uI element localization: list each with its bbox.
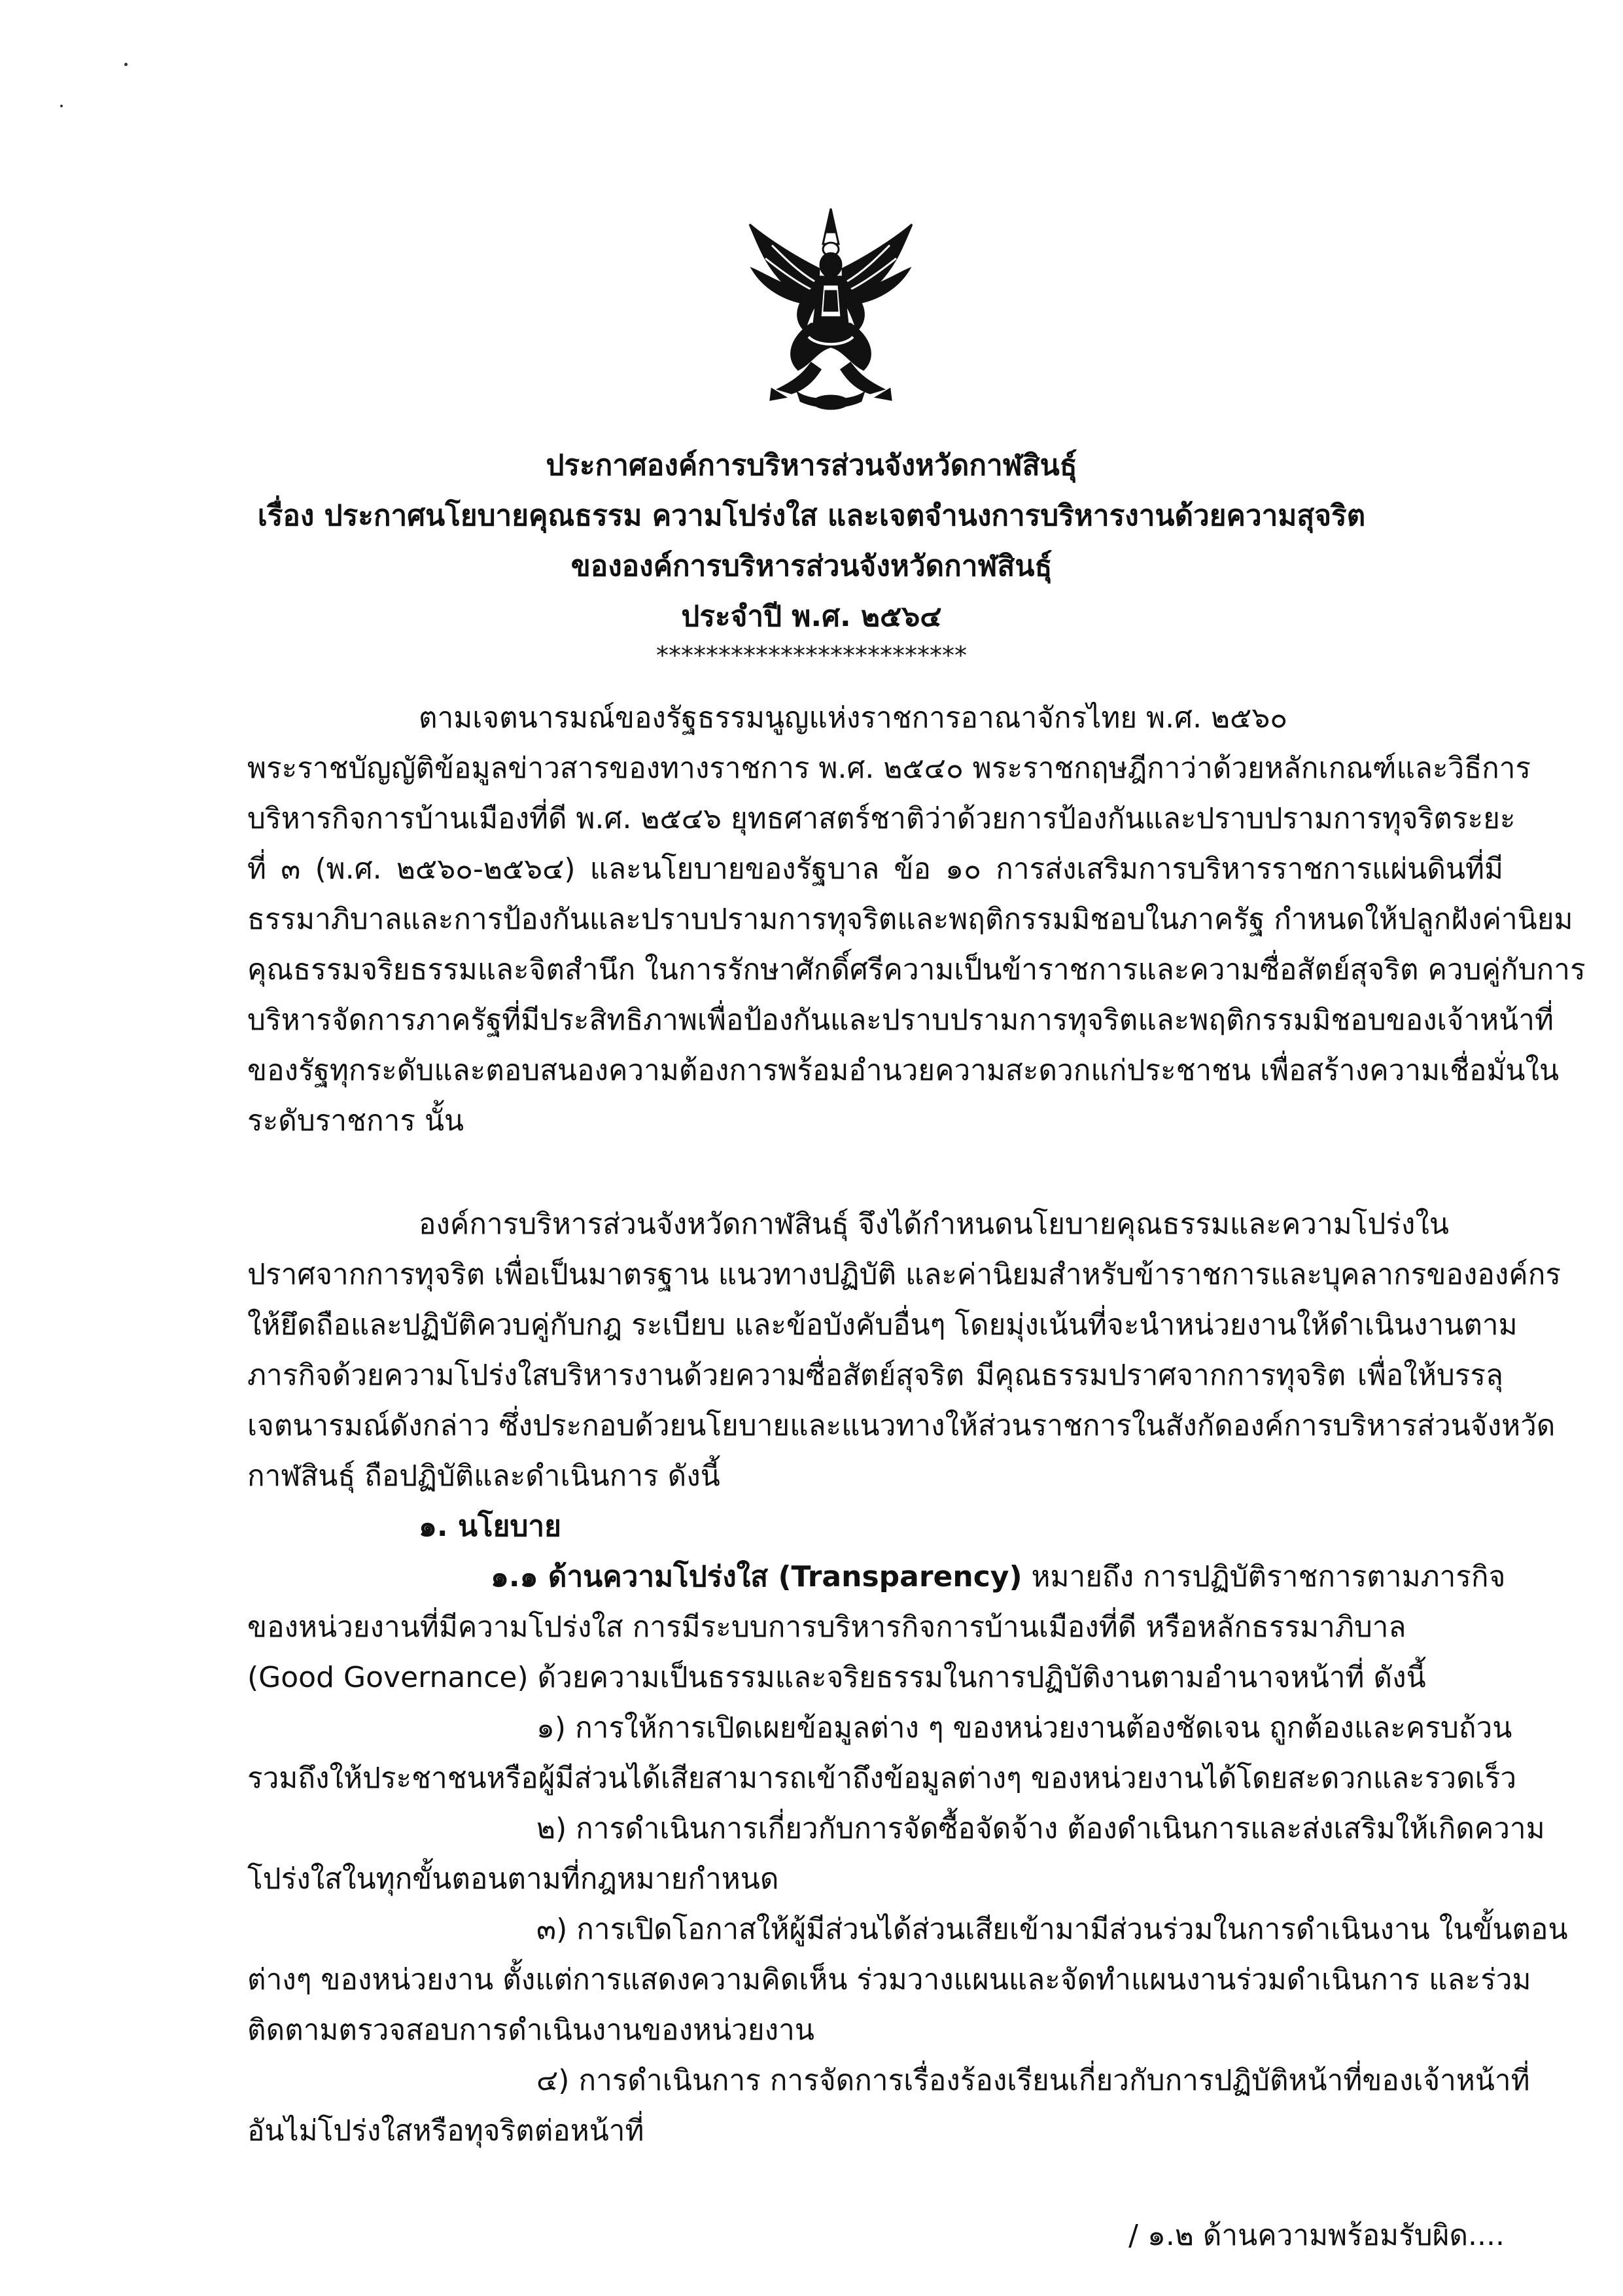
para1-line: ของรัฐทุกระดับและตอบสนองความต้องการพร้อมอำนวยความสะดวกแก่ประชาชน เพื่อสร้างความเชื่อมั่นใน [247, 1054, 1560, 1087]
title-separator: ************************* [656, 641, 967, 670]
policy-item-4-cont: อันไม่โปร่งใสหรือทุจริตต่อหน้าที่ [247, 2114, 644, 2148]
policy-item-3-cont: ติดตามตรวจสอบการดำเนินงานของหน่วยงาน [247, 2013, 814, 2047]
policy-item-1: ๑) การให้การเปิดเผยข้อมูลต่าง ๆ ของหน่วยงานต้องชัดเจน ถูกต้องและครบถ้วน [536, 1711, 1512, 1745]
para1-line: คุณธรรมจริยธรรมและจิตสำนึก ในการรักษาศักดิ์ศรีความเป็นข้าราชการและความซื่อสัตย์สุจริต ควบคู่กับการ [247, 953, 1586, 986]
policy-item-1-cont: รวมถึงให้ประชาชนหรือผู้มีส่วนได้เสียสามารถเข้าถึงข้อมูลต่างๆ ของหน่วยงานได้โดยสะดวกและรวดเร็ว [247, 1762, 1517, 1795]
para2-line: องค์การบริหารส่วนจังหวัดกาฬสินธุ์ จึงได้กำหนดนโยบายคุณธรรมและความโปร่งใน [419, 1208, 1449, 1241]
para2-line: เจตนารมณ์ดังกล่าว ซึ่งประกอบด้วยนโยบายและแนวทางให้ส่วนราชการในสังกัดองค์การบริหารส่วนจังหวัด [247, 1409, 1556, 1442]
policy-item-2: ๒) การดำเนินการเกี่ยวกับการจัดซื้อจัดจ้าง ต้องดำเนินการและส่งเสริมให้เกิดความ [536, 1812, 1545, 1845]
page-continuation: / ๑.๒ ด้านความพร้อมรับผิด.... [1128, 2219, 1505, 2252]
scan-speck [60, 105, 63, 107]
title-line-1: ประกาศองค์การบริหารส่วนจังหวัดกาฬสินธุ์ [546, 449, 1077, 482]
section-heading: ๑. นโยบาย [419, 1510, 561, 1543]
subsection-first-line [491, 1557, 1506, 1597]
para1-line: ตามเจตนารมณ์ของรัฐธรรมนูญแห่งราชการอาณาจักรไทย พ.ศ. ๒๕๖๐ [419, 701, 1288, 735]
para1-line: ธรรมาภิบาลและการป้องกันและปราบปรามการทุจริตและพฤติกรรมมิชอบในภาครัฐ กำหนดให้ปลูกฝังค่านิยม [247, 903, 1573, 936]
para1-line: บริหารจัดการภาครัฐที่มีประสิทธิภาพเพื่อป้องกันและปราบปรามการทุจริตและพฤติกรรมมิชอบของเจ้าหน้าที่ [247, 1003, 1554, 1037]
garuda-emblem-icon [746, 206, 916, 415]
subsection-heading: ๑.๑ ด้านความโปร่งใส (Transparency) [491, 1560, 1022, 1593]
scan-speck [124, 63, 128, 66]
para1-line: ที่ ๓ (พ.ศ. ๒๕๖๐-๒๕๖๔) และนโยบายของรัฐบาล ข้อ ๑๐ การส่งเสริมการบริหารราชการแผ่นดินที่มี [247, 852, 1503, 886]
para2-line: กาฬสินธุ์ ถือปฏิบัติและดำเนินการ ดังนี้ [247, 1459, 720, 1493]
para1-line: บริหารกิจการบ้านเมืองที่ดี พ.ศ. ๒๕๔๖ ยุทธศาสตร์ชาติว่าด้วยการป้องกันและปราบปรามการทุจริตระยะ [247, 802, 1516, 835]
policy-item-3-cont: ต่างๆ ของหน่วยงาน ตั้งแต่การแสดงความคิดเห็น ร่วมวางแผนและจัดทำแผนงานร่วมดำเนินการ และร่วม [247, 1963, 1531, 1996]
subsection-line: ของหน่วยงานที่มีความโปร่งใส การมีระบบการบริหารกิจการบ้านเมืองที่ดี หรือหลักธรรมาภิบาล [247, 1610, 1406, 1644]
policy-item-3: ๓) การเปิดโอกาสให้ผู้มีส่วนได้ส่วนเสียเข้ามามีส่วนร่วมในการดำเนินงาน ในขั้นตอน [536, 1913, 1568, 1946]
policy-item-4: ๔) การดำเนินการ การจัดการเรื่องร้องเรียนเกี่ยวกับการปฏิบัติหน้าที่ของเจ้าหน้าที่ [536, 2064, 1530, 2097]
policy-item-2-cont: โปร่งใสในทุกขั้นตอนตามที่กฎหมายกำหนด [247, 1862, 779, 1896]
para2-line: ภารกิจด้วยความโปร่งใสบริหารงานด้วยความซื่อสัตย์สุจริต มีคุณธรรมปราศจากการทุจริต เพื่อให้บรรลุ [247, 1359, 1503, 1392]
para1-line: พระราชบัญญัติข้อมูลข่าวสารของทางราชการ พ.ศ. ๒๕๔๐ พระราชกฤษฎีกาว่าด้วยหลักเกณฑ์และวิธีการ [247, 752, 1531, 785]
para2-line: ปราศจากการทุจริต เพื่อเป็นมาตรฐาน แนวทางปฏิบัติ และค่านิยมสำหรับข้าราชการและบุคลากรขององค์กร [247, 1258, 1561, 1291]
title-line-3: ขององค์การบริหารส่วนจังหวัดกาฬสินธุ์ [570, 549, 1053, 583]
subsection-line: (Good Governance) ด้วยความเป็นธรรมและจริยธรรมในการปฏิบัติงานตามอำนาจหน้าที่ ดังนี้ [247, 1661, 1426, 1694]
title-line-2: เรื่อง ประกาศนโยบายคุณธรรม ความโปร่งใส และเจตจำนงการบริหารงานด้วยความสุจริต [257, 499, 1366, 532]
para1-line: ระดับราชการ นั้น [247, 1104, 464, 1138]
para2-line: ให้ยึดถือและปฏิบัติควบคู่กับกฎ ระเบียบ และข้อบังคับอื่นๆ โดยมุ่งเน้นที่จะนำหน่วยงานให้ดำเนินงานตาม [247, 1308, 1518, 1342]
title-line-4: ประจำปี พ.ศ. ๒๕๖๔ [681, 600, 942, 633]
subsection-text: หมายถึง การปฏิบัติราชการตามภารกิจ [1022, 1560, 1506, 1593]
